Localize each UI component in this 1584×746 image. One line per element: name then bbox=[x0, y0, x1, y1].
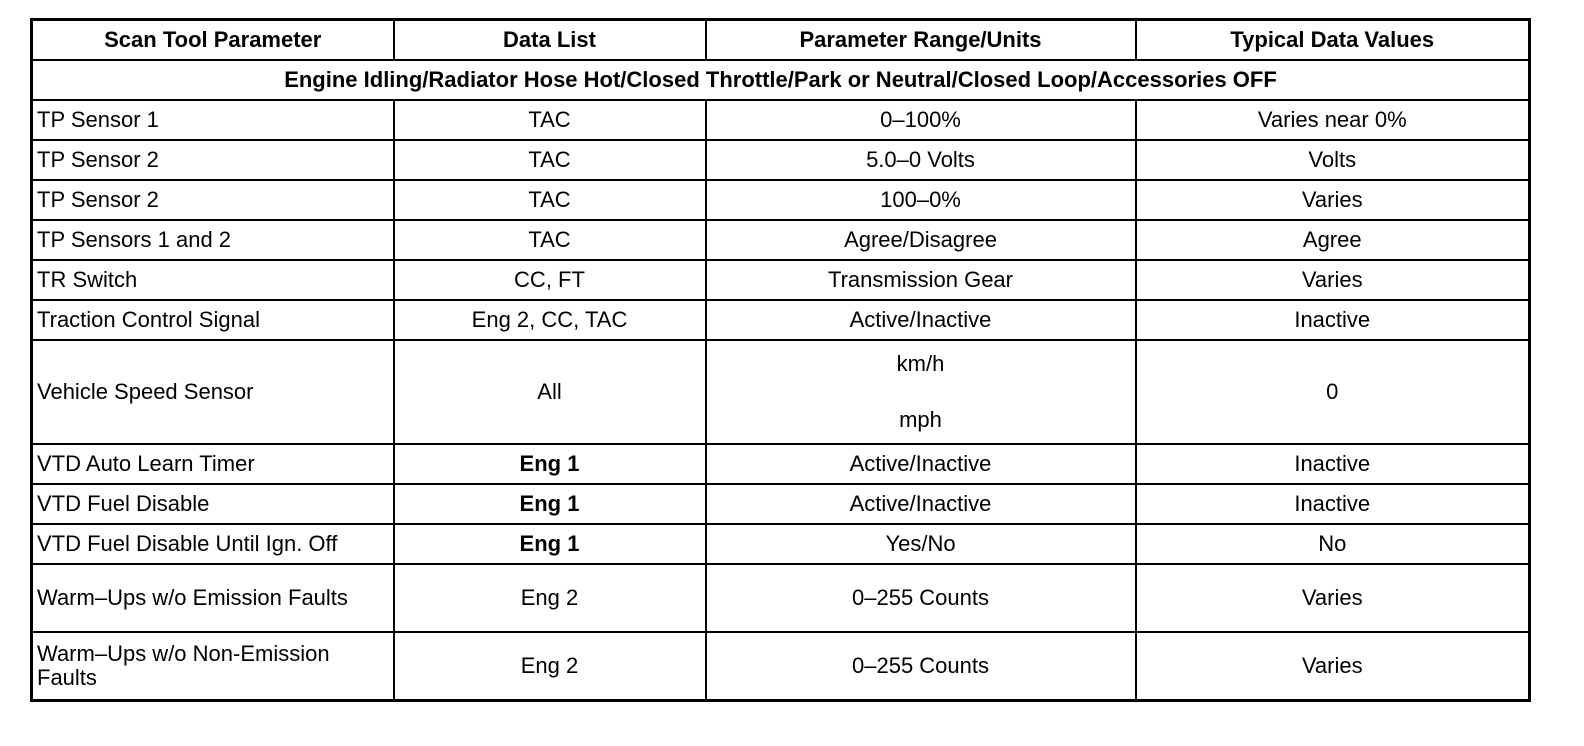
row-param-text: Warm–Ups w/o Emission Faults bbox=[37, 585, 348, 610]
row-data-list: All bbox=[394, 340, 706, 444]
header-typical-data-values: Typical Data Values bbox=[1136, 20, 1530, 61]
row-data-list: Eng 1 bbox=[394, 524, 706, 564]
row-range: Active/Inactive bbox=[706, 444, 1136, 484]
table-row bbox=[32, 444, 1530, 484]
row-data-list: Eng 2 bbox=[394, 564, 706, 632]
row-range: 5.0–0 Volts bbox=[706, 140, 1136, 180]
table-row bbox=[32, 484, 1530, 524]
row-range: Transmission Gear bbox=[706, 260, 1136, 300]
table-row bbox=[32, 300, 1530, 340]
row-typical: Inactive bbox=[1136, 484, 1530, 524]
row-typical: 0 bbox=[1136, 340, 1530, 444]
row-typical: Varies bbox=[1136, 180, 1530, 220]
row-data-list: TAC bbox=[394, 220, 706, 260]
row-param: Traction Control Signal bbox=[32, 300, 394, 340]
table-row bbox=[32, 564, 1530, 632]
row-range: Active/Inactive bbox=[706, 300, 1136, 340]
header-row bbox=[32, 20, 1530, 61]
row-data-list: Eng 1 bbox=[394, 444, 706, 484]
row-param: TR Switch bbox=[32, 260, 394, 300]
row-typical: Volts bbox=[1136, 140, 1530, 180]
table-row bbox=[32, 632, 1530, 701]
row-typical: Varies bbox=[1136, 260, 1530, 300]
row-param bbox=[32, 564, 394, 632]
table-row bbox=[32, 220, 1530, 260]
row-param: Vehicle Speed Sensor bbox=[32, 340, 394, 444]
row-typical: Inactive bbox=[1136, 444, 1530, 484]
table-row bbox=[32, 100, 1530, 140]
row-param: TP Sensor 2 bbox=[32, 140, 394, 180]
row-range: 0–255 Counts bbox=[706, 564, 1136, 632]
row-param: TP Sensors 1 and 2 bbox=[32, 220, 394, 260]
table-row bbox=[32, 340, 1530, 444]
scan-tool-data-table bbox=[30, 18, 1531, 702]
operating-condition: Engine Idling/Radiator Hose Hot/Closed Throttle/Park or Neutral/Closed Loop/Accessories OFF bbox=[32, 60, 1530, 100]
row-param: VTD Fuel Disable Until Ign. Off bbox=[32, 524, 394, 564]
table-row bbox=[32, 524, 1530, 564]
row-param: VTD Auto Learn Timer bbox=[32, 444, 394, 484]
row-data-list: CC, FT bbox=[394, 260, 706, 300]
row-param bbox=[32, 632, 394, 701]
range-unit-kmh: km/h bbox=[896, 351, 945, 376]
row-data-list: Eng 1 bbox=[394, 484, 706, 524]
row-typical: Varies bbox=[1136, 564, 1530, 632]
row-param-text: Warm–Ups w/o Non-Emission Faults bbox=[37, 641, 330, 690]
row-typical: No bbox=[1136, 524, 1530, 564]
row-param: VTD Fuel Disable bbox=[32, 484, 394, 524]
row-param: TP Sensor 1 bbox=[32, 100, 394, 140]
row-range: Active/Inactive bbox=[706, 484, 1136, 524]
row-data-list: TAC bbox=[394, 140, 706, 180]
row-typical: Varies near 0% bbox=[1136, 100, 1530, 140]
units-stack bbox=[713, 351, 1129, 433]
row-typical: Inactive bbox=[1136, 300, 1530, 340]
table-row bbox=[32, 180, 1530, 220]
row-range: 0–255 Counts bbox=[706, 632, 1136, 701]
table-row bbox=[32, 260, 1530, 300]
table-row bbox=[32, 140, 1530, 180]
condition-row bbox=[32, 60, 1530, 100]
row-range: 100–0% bbox=[706, 180, 1136, 220]
row-typical: Agree bbox=[1136, 220, 1530, 260]
row-data-list: TAC bbox=[394, 180, 706, 220]
row-data-list: TAC bbox=[394, 100, 706, 140]
row-range: Yes/No bbox=[706, 524, 1136, 564]
row-param: TP Sensor 2 bbox=[32, 180, 394, 220]
row-range: 0–100% bbox=[706, 100, 1136, 140]
row-typical: Varies bbox=[1136, 632, 1530, 701]
row-range: Agree/Disagree bbox=[706, 220, 1136, 260]
row-range bbox=[706, 340, 1136, 444]
scan-tool-data-table-container bbox=[30, 18, 1528, 702]
header-parameter-range-units: Parameter Range/Units bbox=[706, 20, 1136, 61]
range-unit-mph: mph bbox=[899, 407, 942, 432]
header-data-list: Data List bbox=[394, 20, 706, 61]
row-data-list: Eng 2, CC, TAC bbox=[394, 300, 706, 340]
header-scan-tool-parameter: Scan Tool Parameter bbox=[32, 20, 394, 61]
row-data-list: Eng 2 bbox=[394, 632, 706, 701]
